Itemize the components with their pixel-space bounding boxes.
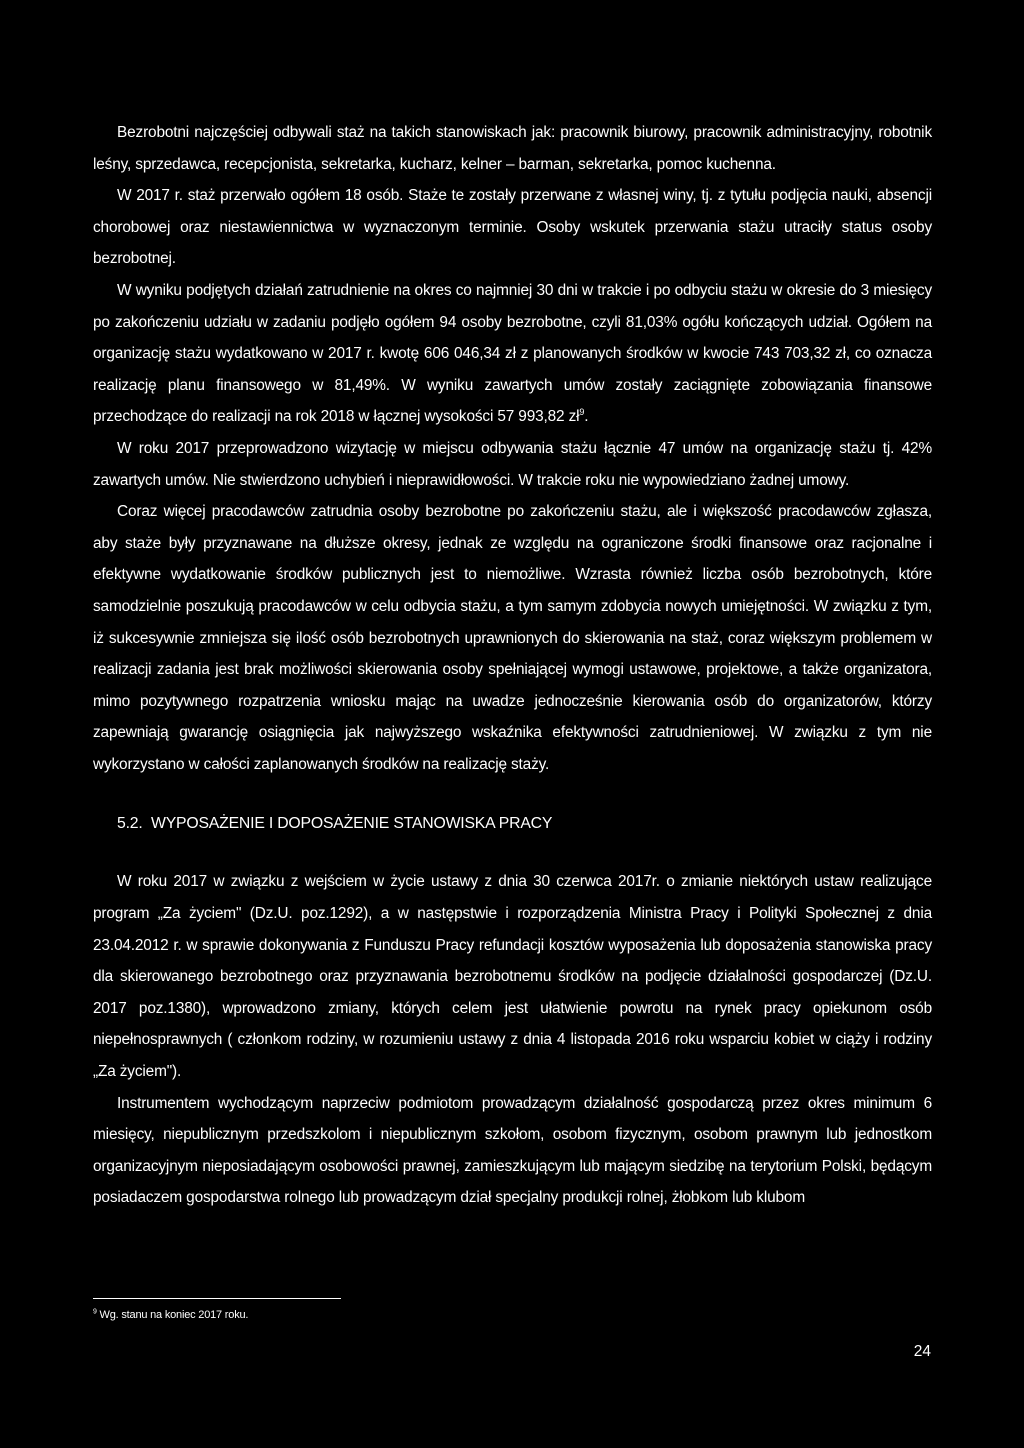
paragraph-employers: Coraz więcej pracodawców zatrudnia osoby bezrobotne po zakończeniu stażu, ale i większość pracodawców zgłasza, aby staże były przyznawane na dłuższe okresy, jednak ze względu na ograniczone środki finansowe oraz racjonalne i efektywne wydatkowanie środków publicznych jest to niemożliwe. Wzrasta również liczba osób bezrobotnych, które samodzielnie poszukują pracodawców w celu odbycia stażu, a tym samym zdobycia nowych umiejętności. W związku z tym, iż sukcesywnie zmniejsza się ilość osób bezrobotnych uprawnionych do skierowania na staż, coraz większym problemem w realizacji zadania jest brak możliwości skierowania osoby spełniającej wymogi ustawowe, projektowe, a także organizatora, mimo pozytywnego rozpatrzenia wniosku mając na uwadze jednocześnie kierowania osób do organizatorów, którzy zapewniają gwarancję osiągnięcia jak najwyższego wskaźnika efektywności zatrudnieniowej. W związku z tym nie wykorzystano w całości zaplanowanych środków na realizację staży.: [93, 503, 932, 773]
paragraph-positions: Bezrobotni najczęściej odbywali staż na takich stanowiskach jak: pracownik biurowy, pracownik administracyjny, robotnik leśny, sprzedawca, recepcjonista, sekretarka, kucharz, kelner – barman, sekretarka, pomoc kuchenna.: [93, 124, 932, 173]
footnote: [93, 1308, 248, 1322]
footnote-marker: 9: [93, 1308, 97, 1316]
paragraph-interruptions: W 2017 r. staż przerwało ogółem 18 osób. Staże te zostały przerwane z własnej winy, tj. z tytułu podjęcia nauki, absencji chorobowej oraz niestawiennictwa w wyznaczonym terminie. Osoby wskutek przerwania stażu utraciły status osoby bezrobotnej.: [93, 187, 932, 268]
section-title: WYPOSAŻENIE I DOPOSAŻENIE STANOWISKA PRACY: [151, 815, 553, 833]
paragraph-employment-results: [93, 275, 932, 433]
footnote-reference-tail: .: [584, 408, 589, 426]
footnote-reference[interactable]: 9: [579, 407, 585, 418]
paragraph-instrument: Instrumentem wychodzącym naprzeciw podmiotom prowadzącym działalność gospodarczą przez okres minimum 6 miesięcy, niepublicznym przedszkolom i niepublicznym szkołom, osobom fizycznym, osobom prawnym lub jednostkom organizacyjnym nieposiadającym osobowości prawnej, zamieszkującym lub mającym siedzibę na terytorium Polski, będącym posiadaczem gospodarstwa rolnego lub prowadzącym dział specjalny produkcji rolnej, żłobkom lub klubom: [93, 1094, 932, 1207]
section-heading: [93, 808, 932, 840]
footnote-text: Wg. stanu na koniec 2017 roku.: [96, 1309, 249, 1321]
section-spacer: [93, 840, 932, 866]
section-number: 5.2.: [117, 815, 143, 833]
document-body: [93, 117, 932, 1214]
paragraph-inspections: W roku 2017 przeprowadzono wizytację w miejscu odbywania stażu łącznie 47 umów na organizację stażu tj. 42% zawartych umów. Nie stwierdzono uchybień i nieprawidłowości. W trakcie roku nie wypowiedziano żadnej umowy.: [93, 439, 932, 489]
footnote-divider: [93, 1298, 341, 1299]
paragraph-employment-results-text: W wyniku podjętych działań zatrudnienie na okres co najmniej 30 dni w trakcie i po odbyciu stażu w okresie do 3 miesięcy po zakończeniu udziału w zadaniu podjęło ogółem 94 osoby bezrobotne, czyli 81,03% ogółu kończących udział. Ogółem na organizację stażu wydatkowano w 2017 r. kwotę 606 046,34 zł z planowanych środków w kwocie 743 703,32 zł, co oznacza realizację planu finansowego w 81,49%. W wyniku zawartych umów zostały zaciągnięte zobowiązania finansowe przechodzące do realizacji na rok 2018 w łącznej wysokości 57 993,82 zł: [93, 281, 932, 426]
page-number: 24: [913, 1343, 931, 1360]
paragraph-legal-changes: W roku 2017 w związku z wejściem w życie ustawy z dnia 30 czerwca 2017r. o zmianie niektórych ustaw realizujące program „Za życiem" (Dz.U. poz.1292), a w następstwie i rozporządzenia Ministra Pracy i Polityki Społecznej z dnia 23.04.2012 r. w sprawie dokonywania z Funduszu Pracy refundacji kosztów wyposażenia lub doposażenia stanowiska pracy dla skierowanego bezrobotnego oraz przyznawania bezrobotnemu środków na podjęcie działalności gospodarczej (Dz.U. 2017 poz.1380), wprowadzono zmiany, których celem jest ułatwienie powrotu na rynek pracy opiekunom osób niepełnosprawnych ( członkom rodziny, w rozumieniu ustawy z dnia 4 listopada 2016 roku wsparciu kobiet w ciąży i rodziny „Za życiem").: [93, 873, 932, 1081]
